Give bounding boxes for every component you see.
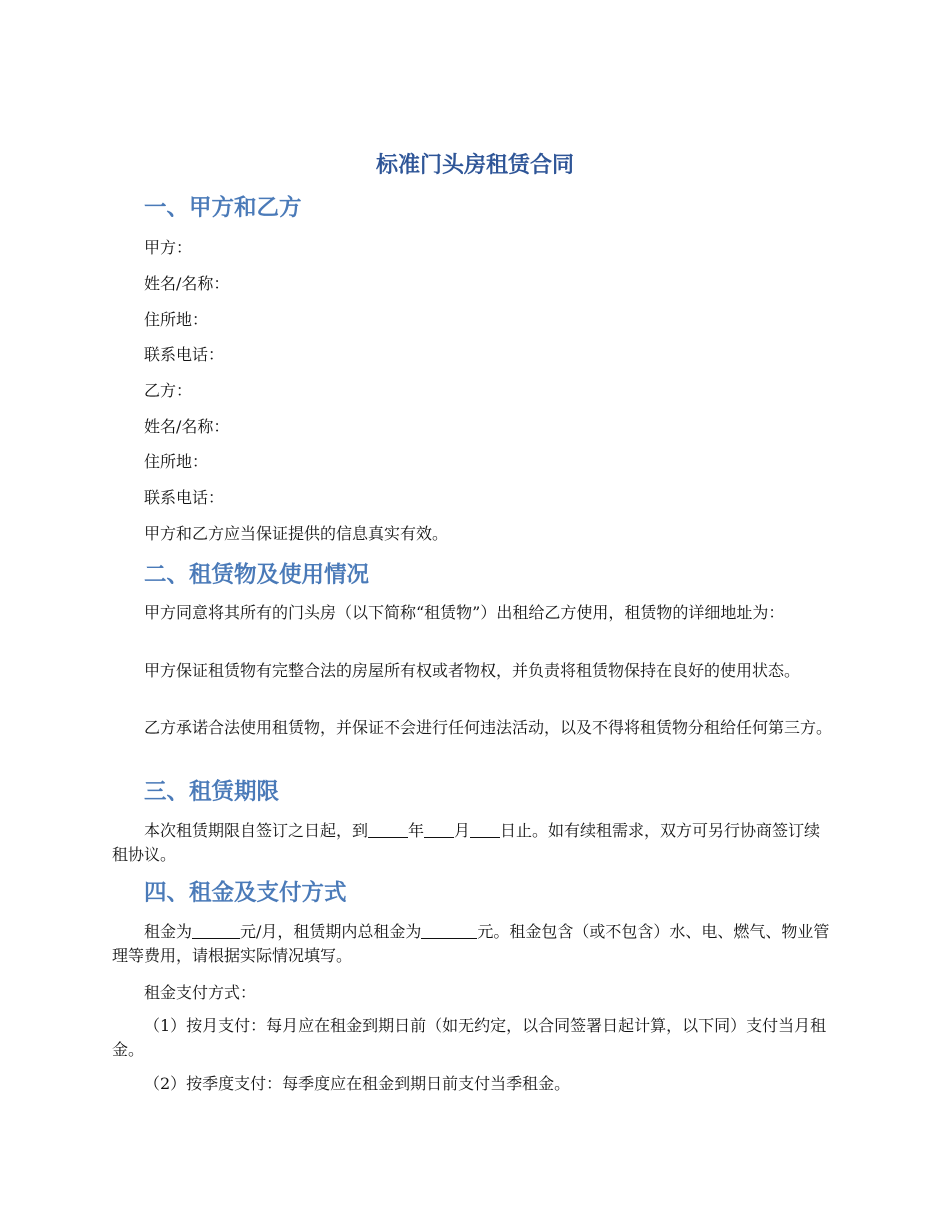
party-a-name-label: 姓名/名称： xyxy=(144,274,230,293)
end-month-blank[interactable] xyxy=(424,821,454,838)
end-day-blank[interactable] xyxy=(470,821,500,838)
payment-option-quarterly: （2）按季度支付：每季度应在租金到期日前支付当季租金。 xyxy=(144,1074,571,1093)
section-heading-rent-payment: 四、租金及支付方式 xyxy=(144,880,347,906)
document-title: 标准门头房租赁合同 xyxy=(375,153,574,178)
total-rent-blank[interactable] xyxy=(421,922,477,939)
lawful-use-paragraph: 乙方承诺合法使用租赁物，并保证不会进行任何违法活动，以及不得将租赁物分租给任何第三方。 xyxy=(144,718,833,737)
leased-property-paragraph: 甲方同意将其所有的门头房（以下简称“租赁物”）出租给乙方使用，租赁物的详细地址为： xyxy=(144,603,785,622)
section-heading-parties: 一、甲方和乙方 xyxy=(144,195,302,221)
party-b-label: 乙方： xyxy=(144,381,193,400)
lease-term-paragraph xyxy=(112,819,834,867)
party-info-statement: 甲方和乙方应当保证提供的信息真实有效。 xyxy=(144,524,449,543)
lease-term-text-start: 本次租赁期限自签订之日起，到 xyxy=(144,821,369,840)
section-heading-leased-property: 二、租赁物及使用情况 xyxy=(144,562,370,588)
payment-option-monthly: （1）按月支付：每月应在租金到期日前（如无约定，以合同签署日起计算，以下同）支付当月租金。 xyxy=(112,1016,827,1059)
payment-method-title: 租金支付方式： xyxy=(144,983,257,1002)
lease-term-text-end: 日止。如有续租需求，双方可另行协商签订续租协议。 xyxy=(112,821,821,864)
section-heading-lease-term: 三、租赁期限 xyxy=(144,779,280,805)
month-label: 月 xyxy=(454,821,471,840)
year-label: 年 xyxy=(408,821,425,840)
ownership-guarantee-paragraph: 甲方保证租赁物有完整合法的房屋所有权或者物权，并负责将租赁物保持在良好的使用状态。 xyxy=(144,661,801,680)
rent-text-middle: 元/月，租赁期内总租金为 xyxy=(240,922,422,941)
party-b-address-label: 住所地： xyxy=(144,452,209,471)
monthly-rent-blank[interactable] xyxy=(192,922,240,939)
party-b-phone-label: 联系电话： xyxy=(144,488,225,507)
rent-text-start: 租金为 xyxy=(144,922,193,941)
party-b-name-label: 姓名/名称： xyxy=(144,417,230,436)
party-a-address-label: 住所地： xyxy=(144,310,209,329)
party-a-phone-label: 联系电话： xyxy=(144,345,225,364)
rent-text-end: 元。租金包含（或不包含）水、电、燃气、物业管理等费用，请根据实际情况填写。 xyxy=(112,922,830,965)
end-year-blank[interactable] xyxy=(368,821,408,838)
party-a-label: 甲方： xyxy=(144,238,193,257)
rent-amount-paragraph xyxy=(112,920,834,968)
